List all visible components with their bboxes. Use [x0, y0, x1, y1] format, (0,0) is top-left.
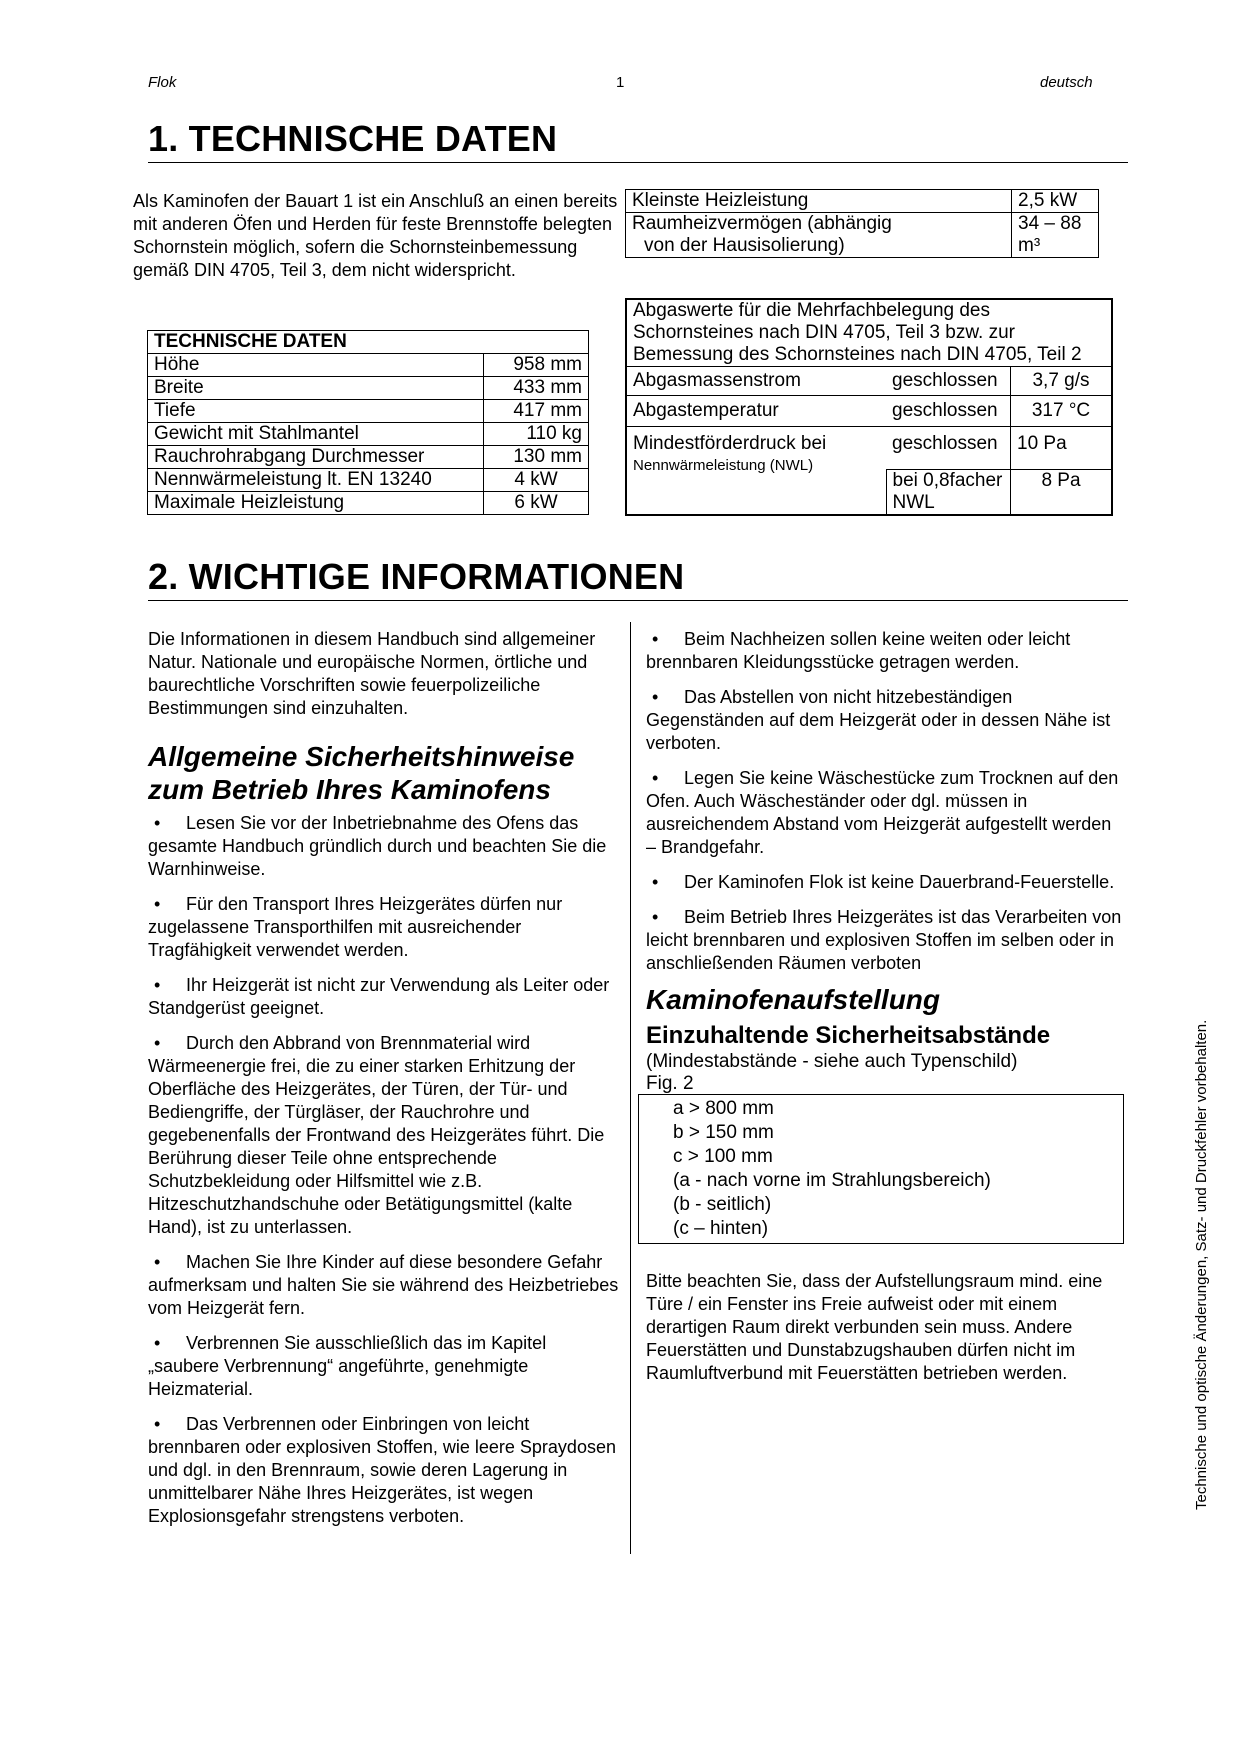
- tech-value: 958 mm: [484, 354, 589, 377]
- table-row: [148, 377, 589, 400]
- list-item-text: Beim Betrieb Ihres Heizgerätes ist das Verarbeiten von leicht brennbaren und explosiven Stoffen im selben oder in anschließenden Räumen verboten: [646, 907, 1122, 973]
- exhaust-state: geschlossen: [886, 367, 1011, 396]
- bullet: •: [154, 813, 161, 833]
- section1-title: 1. TECHNISCHE DATEN: [148, 118, 558, 159]
- header-right: deutsch: [1040, 74, 1093, 91]
- page-number: 1: [616, 74, 625, 91]
- fig-2-box: [638, 1094, 1124, 1244]
- fig-line: (b - seitlich): [673, 1194, 772, 1215]
- exhaust-value: 10 Pa: [1011, 427, 1113, 470]
- table-row: [626, 367, 1112, 396]
- left-column: [148, 628, 620, 1540]
- heat-value: [1012, 213, 1099, 258]
- table-row: [148, 492, 589, 515]
- list-item: [646, 906, 1126, 975]
- bullet: •: [154, 894, 161, 914]
- table-row: [148, 469, 589, 492]
- install-heading: Kaminofenaufstellung: [646, 984, 941, 1015]
- tech-value: 110 kg: [484, 423, 589, 446]
- list-item-text: Verbrennen Sie ausschließlich das im Kapitel „saubere Verbrennung“ angeführte, genehmigte Heizmaterial.: [148, 1333, 547, 1399]
- tech-value: 4 kW: [484, 469, 589, 492]
- header-left: Flok: [148, 74, 177, 91]
- table-row: [626, 190, 1099, 213]
- tech-label: Tiefe: [148, 400, 484, 423]
- exhaust-sublabel: Nennwärmeleistung (NWL): [633, 457, 814, 474]
- exhaust-state-line: NWL: [892, 492, 935, 513]
- tech-label: Maximale Heizleistung: [148, 492, 484, 515]
- tech-label: Rauchrohrabgang Durchmesser: [148, 446, 484, 469]
- list-item: [646, 767, 1126, 859]
- heat-value: 2,5 kW: [1012, 190, 1099, 213]
- list-item-text: Lesen Sie vor der Inbetriebnahme des Ofens das gesamte Handbuch gründlich durch und beachten Sie die Warnhinweise.: [148, 813, 607, 879]
- list-item-text: Für den Transport Ihres Heizgerätes dürfen nur zugelassene Transporthilfen mit ausreichender Tragfähigkeit verwendet werden.: [148, 894, 563, 960]
- list-item: [148, 1332, 620, 1401]
- heat-label-line: von der Hausisolierung): [644, 235, 845, 256]
- list-item: [148, 893, 620, 962]
- bullet: •: [652, 907, 659, 927]
- exhaust-label-line: Mindestförderdruck bei: [633, 433, 827, 454]
- exhaust-state: geschlossen: [886, 396, 1011, 427]
- section2-title: 2. WICHTIGE INFORMATIONEN: [148, 556, 685, 597]
- heat-value-line: m³: [1018, 235, 1041, 256]
- bullet: •: [154, 1414, 161, 1434]
- list-item: [646, 871, 1126, 894]
- section1-intro: Als Kaminofen der Bauart 1 ist ein Anschluß an einen bereits mit anderen Öfen und Herden für feste Brennstoffe belegten Schornstein möglich, sofern die Schornsteinbemessung gemäß DIN 4705, Teil 3, dem nicht widerspricht.: [133, 191, 618, 280]
- exhaust-table: [625, 298, 1113, 516]
- fig-label: Fig. 2: [646, 1073, 694, 1094]
- list-item-text: Der Kaminofen Flok ist keine Dauerbrand-Feuerstelle.: [684, 872, 1115, 892]
- exhaust-value: 3,7 g/s: [1011, 367, 1113, 396]
- distances-heading: Einzuhaltende Sicherheitsabstände: [646, 1022, 1051, 1049]
- tech-label: Breite: [148, 377, 484, 400]
- fig-line: c > 100 mm: [673, 1146, 773, 1167]
- exhaust-label: Abgastemperatur: [626, 396, 886, 427]
- tech-value: 6 kW: [484, 492, 589, 515]
- exhaust-value: 317 °C: [1011, 396, 1113, 427]
- column-divider: [630, 622, 631, 1554]
- list-item: [148, 974, 620, 1020]
- tech-label: Nennwärmeleistung lt. EN 13240: [148, 469, 484, 492]
- section2-intro: Die Informationen in diesem Handbuch sind allgemeiner Natur. Nationale und europäische Normen, örtliche und baurechtliche Vorschriften sowie feuerpolizeiliche Bestimmungen sind einzuhalten.: [148, 629, 596, 718]
- list-item-text: Das Abstellen von nicht hitzebeständigen Gegenständen auf dem Heizgerät oder in dessen Nähe ist verboten.: [646, 687, 1111, 753]
- heat-value-line: 34 – 88: [1018, 213, 1082, 234]
- tech-data-table: [147, 330, 589, 515]
- distances-note: (Mindestabstände - siehe auch Typenschild): [646, 1051, 1018, 1072]
- list-item: [148, 812, 620, 881]
- bullet: •: [154, 1033, 161, 1053]
- fig-line: b > 150 mm: [673, 1122, 774, 1143]
- list-item-text: Beim Nachheizen sollen keine weiten oder leicht brennbaren Kleidungsstücke getragen werden.: [646, 629, 1071, 672]
- bullet: •: [154, 1333, 161, 1353]
- bullet: •: [652, 629, 659, 649]
- list-item: [646, 628, 1126, 674]
- exhaust-title: Abgaswerte für die Mehrfachbelegung des Schornsteines nach DIN 4705, Teil 3 bzw. zur Bemessung des Schornsteines nach DIN 4705, Teil 2: [626, 299, 1112, 367]
- table-row: [148, 400, 589, 423]
- table-row: [626, 396, 1112, 427]
- section1-rule: [148, 162, 1128, 163]
- table-row: [148, 354, 589, 377]
- safety-heading-line: Allgemeine Sicherheitshinweise: [148, 741, 575, 772]
- table-row: [626, 427, 1112, 470]
- list-item: [148, 1032, 620, 1239]
- fig-line: (c – hinten): [673, 1218, 769, 1239]
- section2-rule: [148, 600, 1128, 601]
- bullet: •: [652, 687, 659, 707]
- heat-label: [626, 213, 1012, 258]
- closing-text: Bitte beachten Sie, dass der Aufstellungsraum mind. eine Türe / ein Fenster ins Freie aufweist oder mit einem derartigen Raum direkt verbunden sein muss. Andere Feuerstätten und Dunstabzugshauben dürfen nicht im Raumluftverbund mit Feuerstätten betrieben werden.: [646, 1271, 1103, 1383]
- list-item: [646, 686, 1126, 755]
- heat-output-table: [625, 189, 1099, 258]
- side-note: Technische und optische Änderungen, Satz- und Druckfehler vorbehalten.: [1193, 1019, 1210, 1510]
- exhaust-state: geschlossen: [886, 427, 1011, 470]
- right-column: [646, 628, 1126, 1385]
- table-row: [148, 423, 589, 446]
- safety-heading: [148, 740, 620, 806]
- heat-label: Kleinste Heizleistung: [626, 190, 1012, 213]
- tech-value: 130 mm: [484, 446, 589, 469]
- exhaust-label: Abgasmassenstrom: [626, 367, 886, 396]
- exhaust-state: [886, 470, 1011, 516]
- safety-heading-line: zum Betrieb Ihres Kaminofens: [148, 774, 551, 805]
- tech-label: Höhe: [148, 354, 484, 377]
- list-item: [148, 1413, 620, 1528]
- tech-value: 433 mm: [484, 377, 589, 400]
- list-item-text: Das Verbrennen oder Einbringen von leicht brennbaren oder explosiven Stoffen, wie leere Spraydosen und dgl. in den Brennraum, sowie deren Lagerung in unmittelbarer Nähe Ihres Heizgerätes, ist wegen Explosionsgefahr strengstens verboten.: [148, 1414, 616, 1526]
- list-item-text: Legen Sie keine Wäschestücke zum Trocknen auf den Ofen. Auch Wäscheständer oder dgl. müssen in ausreichendem Abstand vom Heizgerät aufgestellt werden – Brandgefahr.: [646, 768, 1119, 857]
- list-item-text: Machen Sie Ihre Kinder auf diese besondere Gefahr aufmerksam und halten Sie sie während des Heizbetriebes vom Heizgerät fern.: [148, 1252, 619, 1318]
- heat-label-line: Raumheizvermögen (abhängig: [632, 213, 892, 234]
- fig-line: a > 800 mm: [673, 1098, 774, 1119]
- bullet: •: [154, 1252, 161, 1272]
- bullet: •: [154, 975, 161, 995]
- list-item-text: Durch den Abbrand von Brennmaterial wird Wärmeenergie frei, die zu einer starken Erhitzung der Oberfläche des Heizgerätes, der Türen, der Tür- und Bediengriffe, der Türgläser, der Rauchrohre und gegebenenfalls der Frontwand des Heizgerätes führt. Die Berührung dieser Teile ohne entsprechende Schutzbekleidung oder Hilfsmittel wie z.B. Hitzeschutzhandschuhe oder Betätigungsmittel (kalte Hand), ist zu unterlassen.: [148, 1033, 605, 1237]
- bullet: •: [652, 872, 659, 892]
- bullet: •: [652, 768, 659, 788]
- exhaust-label: [626, 427, 886, 516]
- tech-label: Gewicht mit Stahlmantel: [148, 423, 484, 446]
- exhaust-state-line: bei 0,8facher: [892, 470, 1003, 491]
- table-row: [148, 446, 589, 469]
- list-item: [148, 1251, 620, 1320]
- tech-value: 417 mm: [484, 400, 589, 423]
- exhaust-value: 8 Pa: [1011, 470, 1113, 516]
- fig-line: (a - nach vorne im Strahlungsbereich): [673, 1170, 991, 1191]
- table-row: [626, 213, 1099, 258]
- list-item-text: Ihr Heizgerät ist nicht zur Verwendung als Leiter oder Standgerüst geeignet.: [148, 975, 610, 1018]
- tech-table-header: TECHNISCHE DATEN: [148, 331, 589, 354]
